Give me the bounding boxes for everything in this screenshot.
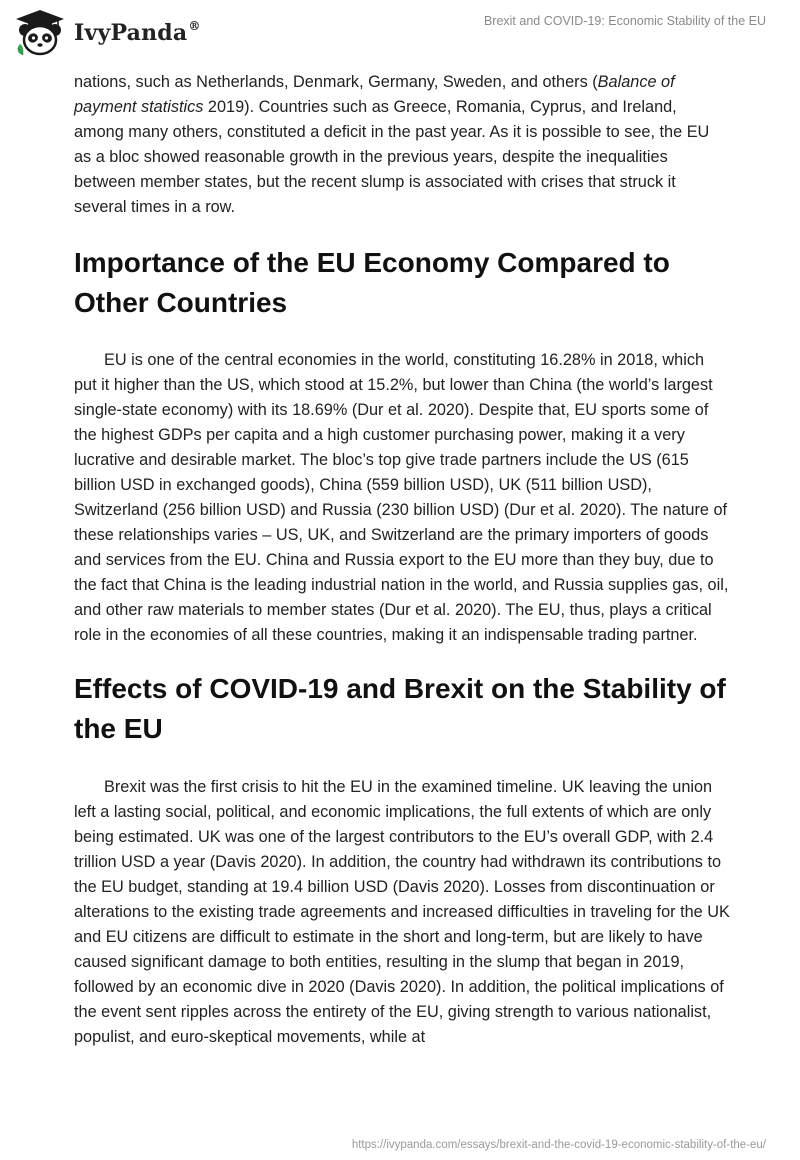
section-heading-importance: Importance of the EU Economy Compared to Other Countries <box>74 247 670 318</box>
document-title: Brexit and COVID-19: Economic Stability of the EU <box>483 14 766 28</box>
paragraph-balance-of-payments: nations, such as Netherlands, Denmark, Germany, Sweden, and others (Balance of payment statistics 2019). Countries such as Greece, Romania, Cyprus, and Ireland, among many others, constituted a deficit in the past year. As it is possible to see, the EU as a bloc showed reasonable growth in the previous years, despite the inequalities between member states, but the recent slump is associated with crises that struck it several times in a row. <box>74 73 710 216</box>
paragraph-brexit-effects: Brexit was the first crisis to hit the EU in the examined timeline. UK leaving the union left a lasting social, political, and economic implications, the full extents of which are only being estimated. UK was one of the largest contributors to the EU’s overall GDP, with 2.4 trillion USD a year (Davis 2020). In addition, the country had withdrawn its contributions to the EU budget, standing at 19.4 billion USD (Davis 2020). Losses from discontinuation or alterations to the existing trade agreements and increased difficulties in traveling for the UK and EU citizens are difficult to estimate in the short and long-term, but are likely to have caused significant damage to both entities, resulting in the slump that began in 2019, followed by an economic dive in 2020 (Davis 2020). In addition, the political implications of the event sent ripples across the entirety of the EU, giving strength to various nationalist, populist, and euro-skeptical movements, while at <box>74 778 730 1046</box>
section-heading-effects: Effects of COVID-19 and Brexit on the Stability of the EU <box>74 673 726 744</box>
panda-graduate-icon <box>14 8 66 58</box>
logo-wordmark: IvyPanda® <box>74 18 201 46</box>
paragraph-eu-importance: EU is one of the central economies in the world, constituting 16.28% in 2018, which put it higher than the US, which stood at 15.2%, but lower than China (the world’s largest single-state economy) with its 18.69% (Dur et al. 2020). Despite that, EU sports some of the highest GDPs per capita and a high customer purchasing power, making it a very lucrative and desirable market. The bloc’s top give trade partners include the US (615 billion USD in exchanged goods), China (559 billion USD), UK (511 billion USD), Switzerland (256 billion USD) and Russia (230 billion USD) (Dur et al. 2020). The nature of these relationships varies – US, UK, and Switzerland are the primary importers of goods and services from the EU. China and Russia export to the EU more than they buy, due to the fact that China is the leading industrial nation in the world, and Russia supplies gas, oil, and other raw materials to member states (Dur et al. 2020). The EU, thus, plays a critical role in the economies of all these countries, making it an indispensable trading partner. <box>74 351 729 644</box>
ivypanda-logo[interactable] <box>14 8 201 58</box>
source-url[interactable]: https://ivypanda.com/essays/brexit-and-the-covid-19-economic-stability-of-the-eu/ <box>351 1139 766 1151</box>
citation-title: Balance of payment statistics <box>74 73 675 116</box>
page-header <box>0 0 800 68</box>
essay-body <box>74 70 730 1050</box>
